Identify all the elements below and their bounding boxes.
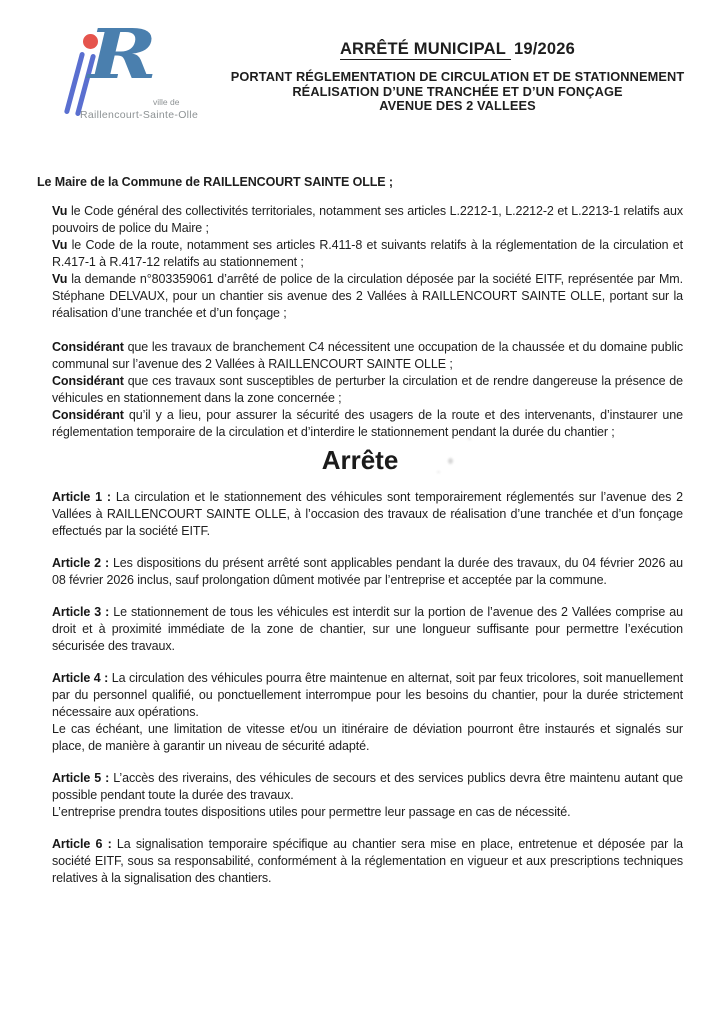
- article-2: [37, 555, 683, 589]
- considerant-paragraph: [52, 373, 683, 407]
- considerant-paragraph: [52, 407, 683, 441]
- article-paragraph: [52, 489, 683, 540]
- logo-commune-name: Raillencourt-Sainte-Olle: [80, 109, 199, 121]
- scan-artifact: [448, 458, 453, 464]
- vu-text: le Code de la route, notamment ses articles R.411-8 et suivants relatifs à la réglementation de la circulation et R.417-1 à R.417-12 relatifs au stationnement ;: [52, 238, 683, 269]
- article-5: [37, 770, 683, 821]
- article-lead: Article 3 :: [52, 605, 110, 619]
- considerant-text: que ces travaux sont susceptibles de perturber la circulation et de rendre dangereuse la présence de véhicules en stationnement dans la zone concernée ;: [52, 374, 683, 405]
- vu-lead: Vu: [52, 238, 68, 252]
- considerant-text: qu’il y a lieu, pour assurer la sécurité des usagers de la route et des intervenants, d’instaurer une réglementation temporaire de la circulation et d’interdire le stationnement pendant la durée du chantier ;: [52, 408, 683, 439]
- article-text: La signalisation temporaire spécifique au chantier sera mise en place, entretenue et déposée par la société EITF, sous sa responsabilité, conformément à la réglementation en vigueur et aux prescriptions techniques relatives à la signalisation des chantiers.: [52, 837, 683, 885]
- article-paragraph-continued: L’entreprise prendra toutes dispositions utiles pour permettre leur passage en cas de nécessité.: [52, 805, 571, 819]
- vu-section: [37, 203, 683, 322]
- vu-paragraph: [52, 203, 683, 237]
- logo-r-letter: R: [88, 15, 157, 95]
- article-text: Les dispositions du présent arrêté sont applicables pendant la durée des travaux, du 04 février 2026 au 08 février 2026 inclus, sauf prolongation dûment motivée par l’entreprise et acceptée par la commune.: [52, 556, 683, 587]
- considerant-text: que les travaux de branchement C4 nécessitent une occupation de la chaussée et du domaine public communal sur l’avenue des 2 Vallées à RAILLENCOURT SAINTE OLLE ;: [52, 340, 683, 371]
- document-body: [37, 174, 683, 887]
- page-title: [205, 40, 710, 59]
- page-subtitle-line: PORTANT RÉGLEMENTATION DE CIRCULATION ET DE STATIONNEMENT: [230, 69, 685, 84]
- considerant-paragraph: [52, 339, 683, 373]
- considerant-section: [37, 339, 683, 441]
- article-paragraph-continued: Le cas échéant, une limitation de vitesse et/ou un itinéraire de déviation pourront être instaurés et signalés sur place, de manière à garantir un niveau de sécurité adapté.: [52, 722, 683, 753]
- article-6: [37, 836, 683, 887]
- article-text: La circulation des véhicules pourra être maintenue en alternat, soit par feux tricolores, soit manuellement par du personnel qualifié, ou ponctuellement interrompue pour les besoins du chantier, pour la durée strictement nécessaire aux opérations.: [52, 671, 683, 719]
- article-paragraph: [52, 555, 683, 589]
- article-lead: Article 6 :: [52, 837, 112, 851]
- article-paragraph: [52, 770, 683, 804]
- article-lead: Article 5 :: [52, 771, 110, 785]
- scan-artifact: [437, 471, 440, 473]
- article-text: La circulation et le stationnement des véhicules sont temporairement réglementés sur l’avenue des 2 Vallées à RAILLENCOURT SAINTE OLLE, à l’occasion des travaux de réalisation d’une tranchée et d’un fonçage effectués par la société EITF.: [52, 490, 683, 538]
- considerant-lead: Considérant: [52, 374, 124, 388]
- article-lead: Article 4 :: [52, 671, 109, 685]
- article-paragraph: [52, 670, 683, 721]
- page-subtitle-line: RÉALISATION D’UNE TRANCHÉE ET D’UN FONÇAGE: [292, 83, 623, 99]
- article-text: Le stationnement de tous les véhicules est interdit sur la portion de l’avenue des 2 Vallées comprise au droit et à proximité immédiate de la zone de chantier, sur une longueur suffisante pour permettre l’exécution sécurisée des travaux.: [52, 605, 683, 653]
- vu-lead: Vu: [52, 272, 68, 286]
- page-title-number: 19/2026: [514, 40, 576, 58]
- vu-paragraph: [52, 271, 683, 322]
- vu-lead: Vu: [52, 204, 68, 218]
- article-3: [37, 604, 683, 655]
- scan-artifact: [468, 437, 471, 440]
- logo-ville-de-label: ville de: [153, 97, 180, 107]
- article-paragraph: [52, 836, 683, 887]
- considerant-lead: Considérant: [52, 340, 124, 354]
- vu-text: le Code général des collectivités territoriales, notamment ses articles L.2212-1, L.2212-2 et L.2213-1 relatifs aux pouvoirs de police du Maire ;: [52, 204, 683, 235]
- considerant-lead: Considérant: [52, 408, 124, 422]
- article-lead: Article 1 :: [52, 490, 111, 504]
- vu-paragraph: [52, 237, 683, 271]
- vu-text: la demande n°803359061 d’arrêté de police de la circulation déposée par la société EITF, représentée par Mm. Stéphane DELVAUX, pour un chantier sis avenue des 2 Vallées à RAILLENCOURT SAINTE OLLE, portant sur la réalisation d’une tranchée et d’un fonçage ;: [52, 272, 683, 320]
- intro-line: Le Maire de la Commune de RAILLENCOURT SAINTE OLLE ;: [37, 175, 393, 189]
- page-title-text: ARRÊTÉ MUNICIPAL: [340, 40, 511, 60]
- article-text: L’accès des riverains, des véhicules de secours et des services publics devra être maintenu autant que possible pendant toute la durée des travaux.: [52, 771, 683, 802]
- article-lead: Article 2 :: [52, 556, 110, 570]
- header-title-block: [205, 40, 710, 114]
- article-4: [37, 670, 683, 755]
- decree-heading: Arrête: [321, 445, 399, 475]
- article-1: [37, 489, 683, 540]
- article-paragraph: [52, 604, 683, 655]
- page-subtitle-line: AVENUE DES 2 VALLEES: [379, 98, 536, 113]
